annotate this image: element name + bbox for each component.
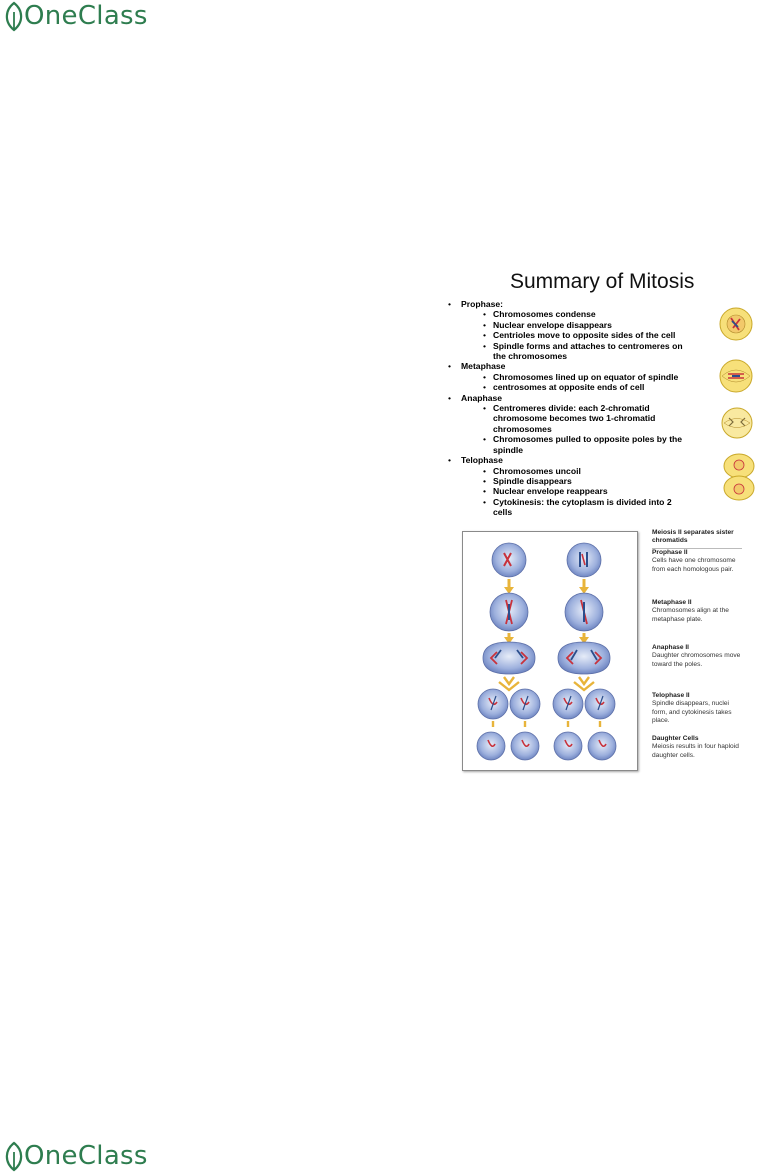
outline-item: • Centromeres divide: each 2-chromatid: [446, 403, 702, 413]
stage-caption: [652, 599, 742, 624]
outline-item: • Centrioles move to opposite sides of the cell: [446, 330, 702, 340]
section-heading: • Metaphase: [446, 361, 702, 371]
outline-item: • Chromosomes uncoil: [446, 466, 702, 476]
outline-item: • Chromosomes pulled to opposite poles by the: [446, 434, 702, 444]
outline-item: • Chromosomes lined up on equator of spindle: [446, 372, 702, 382]
meiosis-captions: [652, 529, 742, 759]
section-heading: • Anaphase: [446, 393, 702, 403]
stage-caption: [652, 735, 742, 760]
outline-item: • Spindle forms and attaches to centromeres on: [446, 341, 702, 351]
telophase-cell-icon: [722, 452, 756, 502]
outline-item: • Spindle disappears: [446, 476, 702, 486]
outline-item-continued: cells: [493, 507, 513, 518]
leaf-icon: [2, 0, 26, 32]
outline-item: • Chromosomes condense: [446, 309, 702, 319]
outline-item: • Nuclear envelope reappears: [446, 486, 702, 496]
oneclass-logo-top[interactable]: [2, 0, 148, 32]
stage-desc: Daughter chromosomes move toward the poles.: [652, 652, 741, 668]
metaphase-cell-icon: [718, 358, 754, 394]
outline-item: • Cytokinesis: the cytoplasm is divided into 2: [446, 497, 702, 507]
stage-desc: Cells have one chromosome from each homologous pair.: [652, 557, 736, 573]
stage-caption: [652, 549, 742, 574]
stage-caption: [652, 692, 742, 726]
brand-name: OneClass: [24, 1, 148, 31]
stage-desc: Chromosomes align at the metaphase plate.: [652, 607, 729, 623]
outline-item-continued: spindle: [493, 444, 524, 455]
outline-item-continued: chromosome becomes two 1-chromatid: [493, 413, 656, 424]
outline-item: • centrosomes at opposite ends of cell: [446, 382, 702, 392]
anaphase-cell-icon: [720, 406, 754, 440]
mitosis-outline: [446, 299, 702, 518]
stage-name: Metaphase II: [652, 599, 692, 606]
stage-name: Anaphase II: [652, 644, 690, 651]
stage-name: Prophase II: [652, 549, 688, 556]
prophase-cell-icon: [718, 306, 754, 342]
mitosis-summary-slide: [440, 266, 758, 528]
stage-desc: Meiosis results in four haploid daughter cells.: [652, 743, 739, 759]
outline-item-continued: chromosomes: [493, 423, 552, 434]
stage-name: Daughter Cells: [652, 735, 699, 742]
meiosis-ii-diagram: [463, 532, 639, 772]
stage-desc: Spindle disappears, nuclei form, and cytokinesis takes place.: [652, 700, 732, 725]
outline-item: • Nuclear envelope disappears: [446, 320, 702, 330]
section-heading: • Telophase: [446, 455, 702, 465]
brand-name: OneClass: [24, 1141, 148, 1171]
stage-caption: [652, 644, 742, 669]
figure-header: Meiosis II separates sister chromatids: [652, 529, 742, 549]
meiosis-ii-figure: [462, 531, 638, 771]
oneclass-logo-bottom[interactable]: [2, 1140, 148, 1172]
section-heading: • Prophase:: [446, 299, 702, 309]
slide-title: Summary of Mitosis: [510, 270, 695, 293]
leaf-icon: [2, 1140, 26, 1172]
stage-name: Telophase II: [652, 692, 690, 699]
outline-item-continued: the chromosomes: [493, 351, 568, 362]
